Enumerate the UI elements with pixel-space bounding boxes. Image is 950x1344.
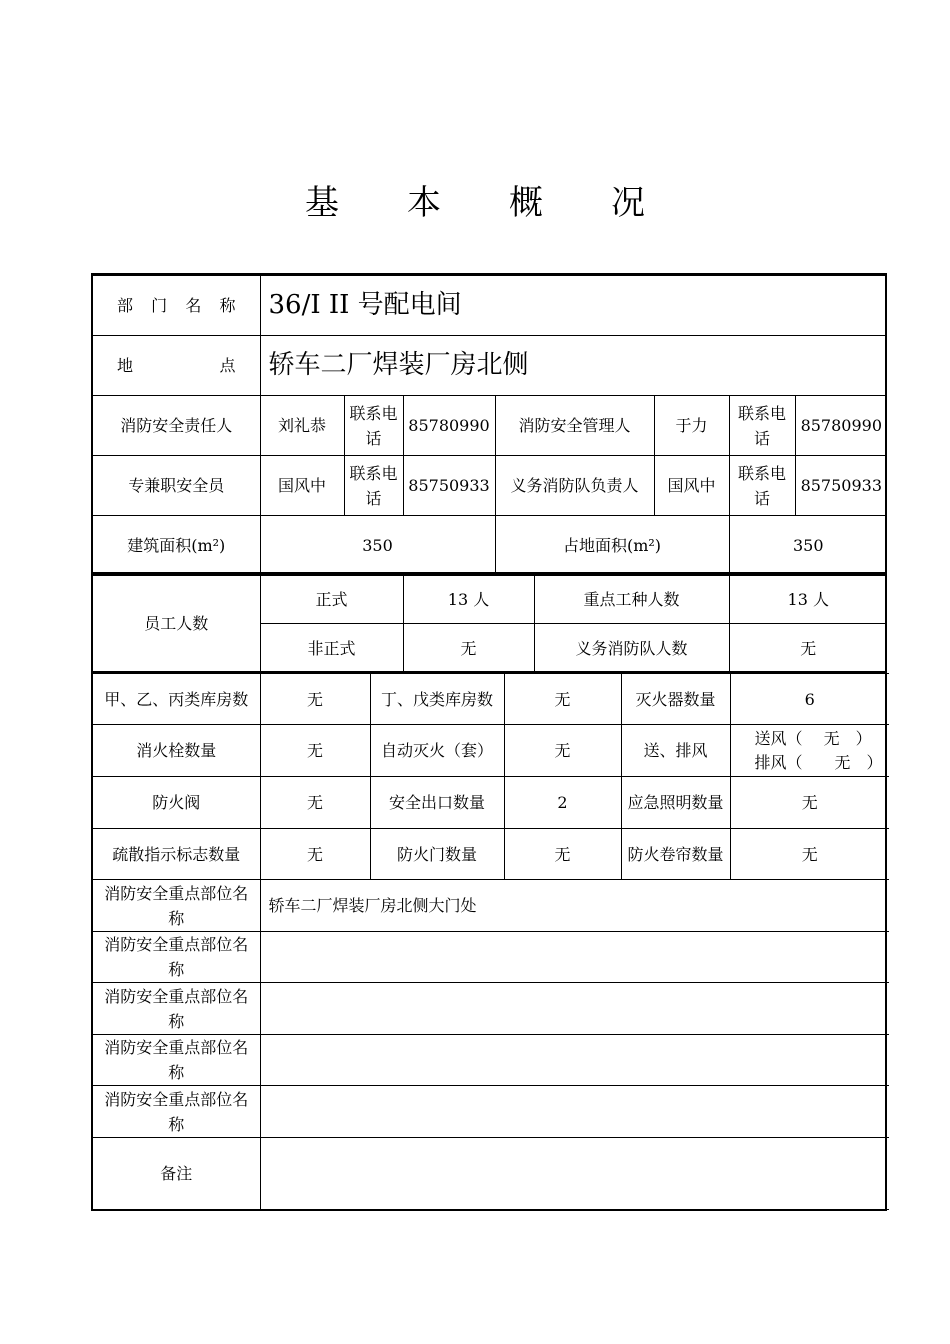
building-area-label: 建筑面积(m²): [93, 516, 260, 576]
hydrant-label: 消火栓数量: [93, 725, 260, 777]
fire-door-value: 无: [504, 829, 621, 880]
remark-label: 备注: [93, 1138, 260, 1210]
exit-count-label: 安全出口数量: [370, 777, 504, 829]
extinguisher-label: 灭火器数量: [621, 674, 730, 725]
brigade-count-label: 义务消防队人数: [534, 624, 729, 673]
phone-value: 85750933: [403, 456, 495, 516]
informal-value: 无: [403, 624, 534, 673]
info-table-top: [91, 273, 887, 573]
phone-label: 联系电话: [344, 456, 403, 516]
equipment-table: [91, 671, 887, 1211]
warehouse-abc-label: 甲、乙、丙类库房数: [93, 674, 260, 725]
key-part-label: 消防安全重点部位名称: [93, 932, 260, 983]
brigade-leader-label: 义务消防队负责人: [495, 456, 654, 516]
phone-label: 联系电话: [729, 456, 795, 516]
fire-door-label: 防火门数量: [370, 829, 504, 880]
warehouse-abc-value: 无: [260, 674, 370, 725]
title-char: 概: [509, 183, 543, 223]
fire-safety-manager-label: 消防安全管理人: [495, 396, 654, 456]
key-part-value: [260, 983, 889, 1035]
fire-safety-owner-label: 消防安全责任人: [93, 396, 260, 456]
ventilation-value: [730, 725, 889, 777]
key-part-value: 轿车二厂焊装厂房北侧大门处: [260, 880, 889, 932]
emergency-light-value: 无: [730, 777, 889, 829]
page-title: [0, 182, 950, 224]
key-worker-label: 重点工种人数: [534, 575, 729, 624]
warehouse-de-label: 丁、戊类库房数: [370, 674, 504, 725]
land-area-label: 占地面积(m²): [495, 516, 729, 576]
key-part-value: [260, 1086, 889, 1138]
fire-safety-manager-value: 于力: [654, 396, 729, 456]
staff-table: [91, 572, 887, 672]
hydrant-value: 无: [260, 725, 370, 777]
auto-extinguish-value: 无: [504, 725, 621, 777]
phone-value: 85750933: [795, 456, 887, 516]
title-char: 况: [611, 183, 645, 223]
fire-shutter-label: 防火卷帘数量: [621, 829, 730, 880]
phone-value: 85780990: [403, 396, 495, 456]
safety-officer-value: 国风中: [260, 456, 344, 516]
title-char: 本: [407, 183, 441, 223]
evac-sign-label: 疏散指示标志数量: [93, 829, 260, 880]
brigade-count-value: 无: [729, 624, 887, 673]
fire-safety-owner-value: 刘礼恭: [260, 396, 344, 456]
key-part-label: 消防安全重点部位名称: [93, 1035, 260, 1086]
formal-label: 正式: [260, 575, 403, 624]
key-part-label: 消防安全重点部位名称: [93, 1086, 260, 1138]
fire-damper-value: 无: [260, 777, 370, 829]
key-part-label: 消防安全重点部位名称: [93, 880, 260, 932]
address-value: 轿车二厂焊装厂房北侧: [260, 336, 887, 396]
emergency-light-label: 应急照明数量: [621, 777, 730, 829]
brigade-leader-value: 国风中: [654, 456, 729, 516]
ventilation-label: 送、排风: [621, 725, 730, 777]
fire-shutter-value: 无: [730, 829, 889, 880]
phone-value: 85780990: [795, 396, 887, 456]
safety-officer-label: 专兼职安全员: [93, 456, 260, 516]
warehouse-de-value: 无: [504, 674, 621, 725]
exit-count-value: 2: [504, 777, 621, 829]
dept-value: 36/I II 号配电间: [260, 276, 887, 336]
extinguisher-value: 6: [730, 674, 889, 725]
informal-label: 非正式: [260, 624, 403, 673]
dept-label: 部 门 名 称: [93, 276, 260, 336]
address-label: 地 点: [93, 336, 260, 396]
auto-extinguish-label: 自动灭火（套）: [370, 725, 504, 777]
land-area-value: 350: [729, 516, 887, 576]
fire-damper-label: 防火阀: [93, 777, 260, 829]
phone-label: 联系电话: [344, 396, 403, 456]
phone-label: 联系电话: [729, 396, 795, 456]
evac-sign-value: 无: [260, 829, 370, 880]
key-part-value: [260, 932, 889, 983]
title-char: 基: [305, 183, 339, 223]
supply-air-value: 送风（ 无 ）: [754, 728, 872, 748]
key-part-label: 消防安全重点部位名称: [93, 983, 260, 1035]
building-area-value: 350: [260, 516, 495, 576]
formal-value: 13 人: [403, 575, 534, 624]
remark-value: [260, 1138, 889, 1210]
exhaust-air-value: 排风（ 无 ）: [754, 752, 883, 772]
staff-count-label: 员工人数: [93, 575, 260, 673]
key-worker-value: 13 人: [729, 575, 887, 624]
key-part-value: [260, 1035, 889, 1086]
